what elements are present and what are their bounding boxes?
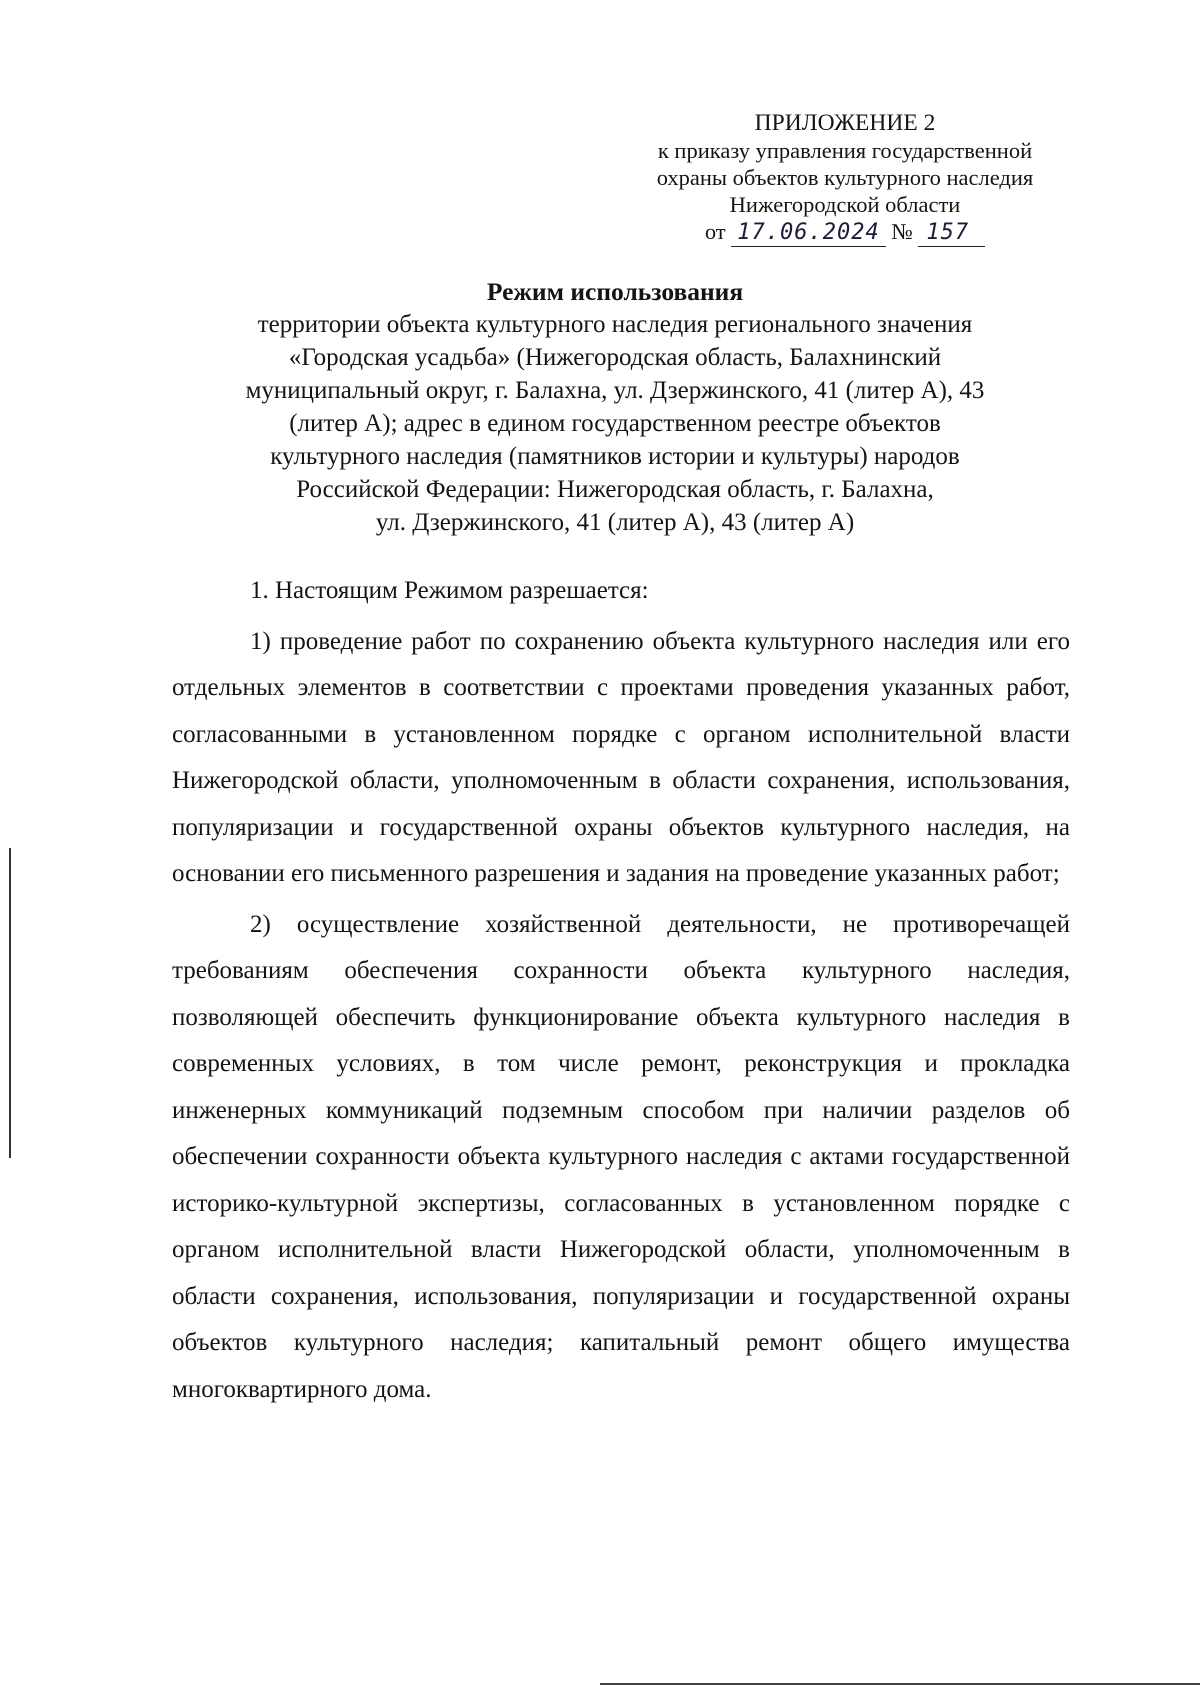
appendix-line-3: Нижегородской области [729, 192, 961, 217]
scan-margin-line [9, 848, 11, 1158]
appendix-header [615, 110, 1075, 247]
order-date-line [615, 218, 1075, 247]
document-body [172, 568, 1070, 1413]
appendix-line-2: охраны объектов культурного наследия [656, 165, 1034, 190]
subtitle-line: Российской Федерации: Нижегородская область, г. Балахна, [296, 476, 934, 503]
subtitle-line: культурного наследия (памятников истории и культуры) народов [270, 443, 960, 470]
list-item-2: 2) осуществление хозяйственной деятельности, не противоречащей требованиям обеспечения сохранности объекта культурного наследия, позволяющей обеспечить функционирование объекта культурного наследия в современных условиях, в том числе ремонт, реконструкция и прокладка инженерных коммуникаций подземным способом при наличии разделов об обеспечении сохранности объекта культурного наследия с актами государственной историко-культурной экспертизы, согласованных в установленном порядке с органом исполнительной власти Нижегородской области, уполномоченным в области сохранения, использования, популяризации и государственной охраны объектов культурного наследия; капитальный ремонт общего имущества многоквартирного дома. [172, 910, 1070, 1403]
document-title-block [160, 275, 1070, 539]
appendix-line-1: к приказу управления государственной [657, 138, 1033, 163]
subtitle-line: «Городская усадьба» (Нижегородская область, Балахнинский [288, 344, 942, 371]
order-number-handwritten: 157 [918, 221, 985, 247]
date-prefix: от [704, 219, 726, 244]
subtitle-line: ул. Дзержинского, 41 (литер А), 43 (литер А) [375, 509, 855, 536]
order-date-handwritten: 17.06.2024 [731, 221, 885, 247]
appendix-title: ПРИЛОЖЕНИЕ 2 [754, 110, 936, 136]
number-sign: № [891, 219, 913, 244]
list-item-1: 1) проведение работ по сохранению объекта культурного наследия или его отдельных элементов в соответствии с проектами проведения указанных работ, согласованными в установленном порядке с органом исполнительной власти Нижегородской области, уполномоченным в области сохранения, использования, популяризации и государственной охраны объектов культурного наследия, на основании его письменного разрешения и задания на проведение указанных работ; [172, 627, 1070, 887]
document-title: Режим использования [486, 277, 744, 306]
subtitle-line: территории объекта культурного наследия регионального значения [257, 311, 973, 338]
subtitle-line: (литер А); адрес в едином государственном реестре объектов [289, 410, 941, 437]
section-intro: 1. Настоящим Режимом разрешается: [250, 577, 649, 604]
subtitle-line: муниципальный округ, г. Балахна, ул. Дзержинского, 41 (литер А), 43 [245, 377, 985, 404]
scan-bottom-rule [600, 1683, 1200, 1685]
